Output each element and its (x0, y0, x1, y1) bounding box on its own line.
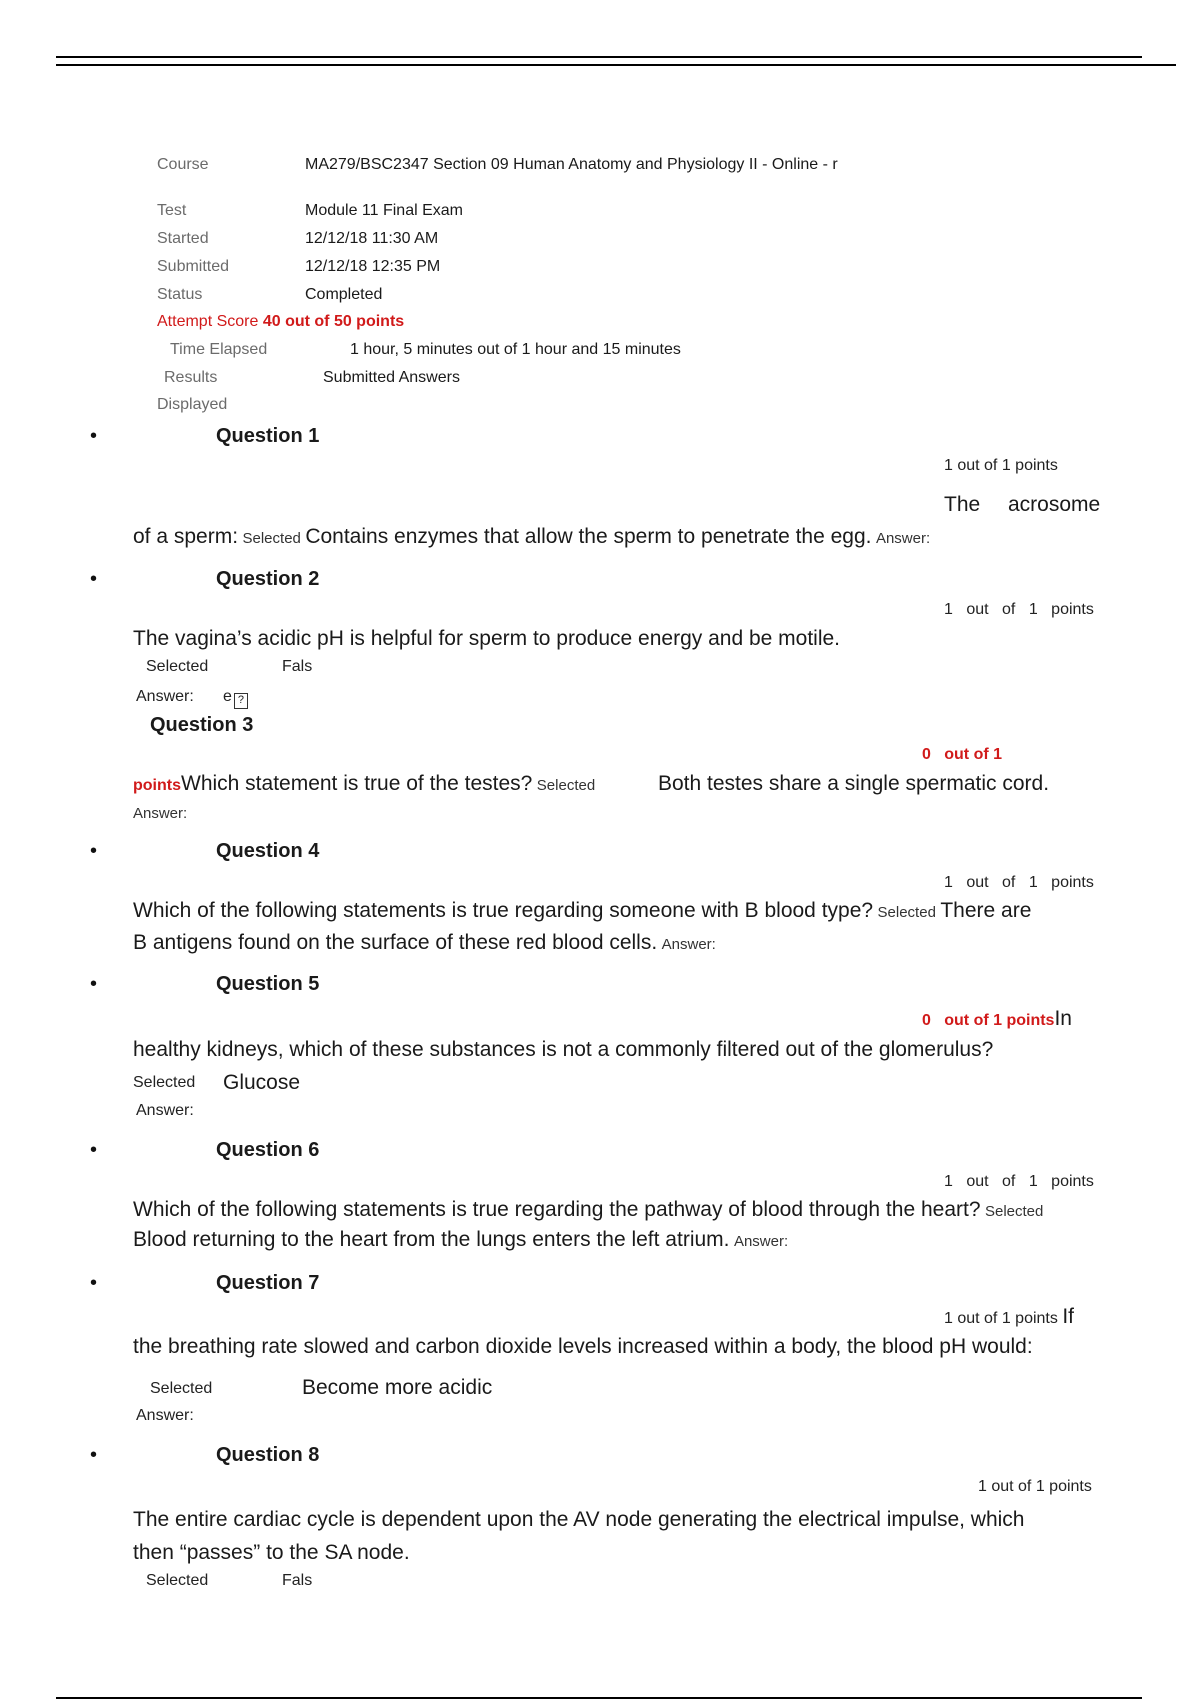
top-rule (56, 56, 1142, 58)
question-2-answer-text-a: Fals (282, 658, 313, 675)
question-6-points: 1 out of 1 points (944, 1173, 1094, 1190)
bullet: • (90, 840, 98, 862)
missing-glyph-icon: ? (234, 693, 248, 709)
question-6-text: Which of the following statements is true regarding the pathway of blood through the heart? (133, 1198, 981, 1221)
bullet: • (90, 568, 98, 590)
question-4-answer-label: Answer: (661, 936, 716, 953)
question-4-answer-text-a: There are (940, 899, 1032, 922)
question-2-selected-label: Selected (146, 658, 209, 675)
question-3-points-score: 0 (922, 746, 931, 763)
attempt-score-label: Attempt Score (157, 313, 259, 330)
question-3-points-unit: points (133, 777, 181, 794)
question-6-title: Question 6 (216, 1139, 320, 1161)
question-5-points-score: 0 (922, 1012, 931, 1029)
question-6-line-2 (133, 1228, 788, 1252)
question-6-answer-text: Blood returning to the heart from the lungs enters the left atrium. (133, 1228, 730, 1251)
question-8-points: 1 out of 1 points (978, 1478, 1092, 1495)
question-7-title: Question 7 (216, 1272, 320, 1294)
question-3-answer-label: Answer: (133, 805, 188, 822)
question-3-points-total: out of 1 (944, 746, 1003, 763)
submitted-value: 12/12/18 12:35 PM (305, 258, 441, 275)
question-6-line-1 (133, 1198, 1043, 1222)
question-1-text-c: of a sperm: (133, 525, 239, 548)
submitted-label: Submitted (157, 258, 230, 275)
question-1-text-a: The (944, 493, 981, 516)
question-7-selected-label: Selected (150, 1380, 213, 1397)
question-5-points (922, 1007, 1072, 1031)
bottom-rule (56, 1697, 1142, 1699)
question-2-answer-text-b: e (223, 688, 232, 705)
question-3-title: Question 3 (150, 714, 254, 736)
question-1-answer-label: Answer: (875, 530, 931, 547)
started-value: 12/12/18 11:30 AM (305, 230, 439, 247)
time-elapsed-label: Time Elapsed (170, 341, 268, 358)
question-3-text: Which statement is true of the testes? (181, 772, 533, 795)
course-value: MA279/BSC2347 Section 09 Human Anatomy and Physiology II - Online - r (305, 156, 838, 173)
question-6-answer-label: Answer: (733, 1233, 789, 1250)
question-2-points: 1 out of 1 points (944, 601, 1094, 618)
time-elapsed-value: 1 hour, 5 minutes out of 1 hour and 15 minutes (350, 341, 681, 358)
bullet: • (90, 973, 98, 995)
question-3-points (922, 746, 1002, 764)
top-rule-second (56, 64, 1176, 66)
question-3-selected-label: Selected (536, 777, 596, 794)
question-7-points: 1 out of 1 points (944, 1310, 1058, 1327)
question-5-selected-label: Selected (133, 1074, 196, 1091)
attempt-score (157, 313, 404, 331)
question-2-answer-text-b-wrap (223, 688, 248, 709)
question-4-answer-text-b: B antigens found on the surface of these red blood cells. (133, 931, 658, 954)
question-8-text-b: then “passes” to the SA node. (133, 1541, 410, 1564)
question-4-line-2 (133, 931, 716, 955)
bullet: • (90, 1139, 98, 1161)
question-8-answer-text: Fals (282, 1572, 313, 1589)
results-label-line2: Displayed (157, 396, 228, 413)
question-7-text-b: the breathing rate slowed and carbon dioxide levels increased within a body, the blood pH would: (133, 1335, 1033, 1358)
question-5-title: Question 5 (216, 973, 320, 995)
question-4-line-1 (133, 899, 1031, 923)
question-7-points-line (944, 1305, 1074, 1329)
question-5-points-total: out of 1 points (944, 1012, 1055, 1029)
results-value: Submitted Answers (323, 369, 460, 386)
status-label: Status (157, 286, 203, 303)
question-8-text-a: The entire cardiac cycle is dependent upon the AV node generating the electrical impulse, which (133, 1508, 1025, 1531)
question-1-title: Question 1 (216, 425, 320, 447)
course-label: Course (157, 156, 209, 173)
question-2-answer-label: Answer: (136, 688, 194, 705)
results-label: Results (164, 369, 218, 386)
bullet: • (90, 425, 98, 447)
question-8-selected-label: Selected (146, 1572, 209, 1589)
question-7-text-a: If (1062, 1305, 1074, 1328)
question-8-title: Question 8 (216, 1444, 320, 1466)
question-7-answer-label: Answer: (136, 1407, 194, 1424)
question-1-text-b: acrosome (1008, 493, 1101, 516)
question-4-points: 1 out of 1 points (944, 874, 1094, 891)
attempt-score-value: 40 out of 50 points (262, 313, 405, 330)
question-3-answer-text: Both testes share a single spermatic cord. (658, 772, 1050, 795)
question-1-answer-text: Contains enzymes that allow the sperm to penetrate the egg. (305, 525, 872, 548)
question-2-title: Question 2 (216, 568, 320, 590)
test-label: Test (157, 202, 187, 219)
question-2-text: The vagina’s acidic pH is helpful for sperm to produce energy and be motile. (133, 627, 840, 650)
bullet: • (90, 1272, 98, 1294)
question-1-line (133, 525, 930, 549)
question-5-answer-label: Answer: (136, 1102, 194, 1119)
question-7-answer-text: Become more acidic (302, 1376, 493, 1399)
test-value: Module 11 Final Exam (305, 202, 463, 219)
question-5-answer-text: Glucose (223, 1071, 301, 1094)
question-5-text-b: healthy kidneys, which of these substances is not a commonly filtered out of the glomerulus? (133, 1038, 994, 1061)
question-4-text: Which of the following statements is true regarding someone with B blood type? (133, 899, 874, 922)
status-value: Completed (305, 286, 383, 303)
question-4-title: Question 4 (216, 840, 320, 862)
question-6-selected-label: Selected (984, 1203, 1044, 1220)
question-1-selected-label: Selected (242, 530, 301, 547)
question-5-text-a: In (1054, 1007, 1072, 1030)
question-3-line (133, 772, 595, 796)
started-label: Started (157, 230, 209, 247)
bullet: • (90, 1444, 98, 1466)
question-1-points: 1 out of 1 points (944, 457, 1058, 474)
question-4-selected-label: Selected (877, 904, 936, 921)
